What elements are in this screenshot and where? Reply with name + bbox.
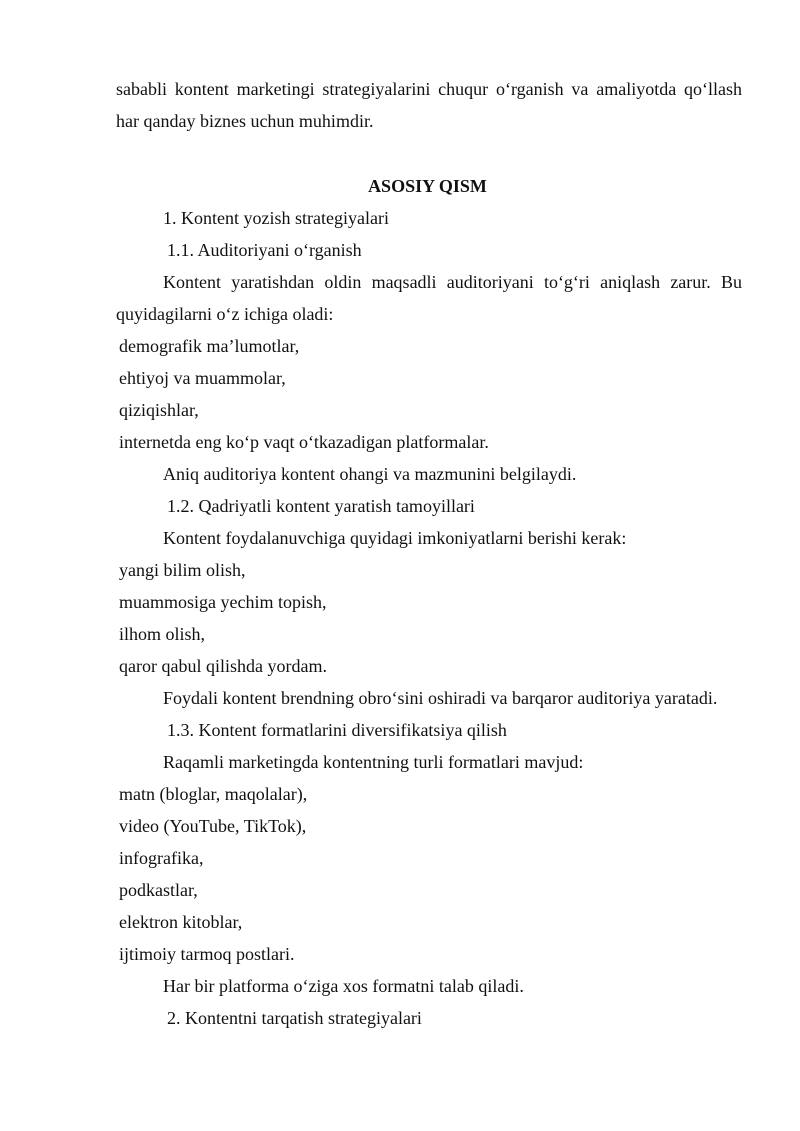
list-item: ijtimoiy tarmoq postlari. xyxy=(119,944,295,964)
list-item: muammosiga yechim topish, xyxy=(119,592,327,612)
list-item: qiziqishlar, xyxy=(119,400,199,420)
list-item: ilhom olish, xyxy=(119,624,206,644)
list-item: ehtiyoj va muammolar, xyxy=(119,368,286,388)
subsection-1-3-intro: Raqamli marketingda kontentning turli formatlari mavjud: xyxy=(163,752,584,772)
intro-line-1: sababli kontent marketingi strategiyalarini chuqur o‘rganish va amaliyotda qo‘llash xyxy=(116,79,742,99)
intro-line-2: har qanday biznes uchun muhimdir. xyxy=(116,111,374,131)
subsection-1-2-title: 1.2. Qadriyatli kontent yaratish tamoyillari xyxy=(167,496,475,516)
list-item: qaror qabul qilishda yordam. xyxy=(119,656,327,676)
main-heading: ASOSIY QISM xyxy=(368,176,487,196)
list-item: infografika, xyxy=(119,848,204,868)
subsection-1-1-paragraph-line-2: quyidagilarni o‘z ichiga oladi: xyxy=(116,304,334,324)
list-item: internetda eng ko‘p vaqt o‘tkazadigan platformalar. xyxy=(119,432,489,452)
subsection-1-2-intro: Kontent foydalanuvchiga quyidagi imkoniyatlarni berishi kerak: xyxy=(163,528,627,548)
list-item: demografik ma’lumotlar, xyxy=(119,336,300,356)
subsection-1-3-title: 1.3. Kontent formatlarini diversifikatsiya qilish xyxy=(167,720,507,740)
list-item: yangi bilim olish, xyxy=(119,560,246,580)
subsection-1-1-conclusion: Aniq auditoriya kontent ohangi va mazmunini belgilaydi. xyxy=(163,464,577,484)
section-1-title: 1. Kontent yozish strategiyalari xyxy=(163,208,389,228)
list-item: elektron kitoblar, xyxy=(119,912,243,932)
subsection-1-1-title: 1.1. Auditoriyani o‘rganish xyxy=(167,240,362,260)
section-2-title: 2. Kontentni tarqatish strategiyalari xyxy=(167,1008,422,1028)
list-item: matn (bloglar, maqolalar), xyxy=(119,784,308,804)
subsection-1-2-conclusion: Foydali kontent brendning obro‘sini oshiradi va barqaror auditoriya yaratadi. xyxy=(163,688,718,708)
subsection-1-1-paragraph-line-1: Kontent yaratishdan oldin maqsadli auditoriyani to‘g‘ri aniqlash zarur. Bu xyxy=(163,272,742,292)
subsection-1-3-conclusion: Har bir platforma o‘ziga xos formatni talab qiladi. xyxy=(163,976,524,996)
list-item: video (YouTube, TikTok), xyxy=(119,816,307,836)
list-item: podkastlar, xyxy=(119,880,198,900)
